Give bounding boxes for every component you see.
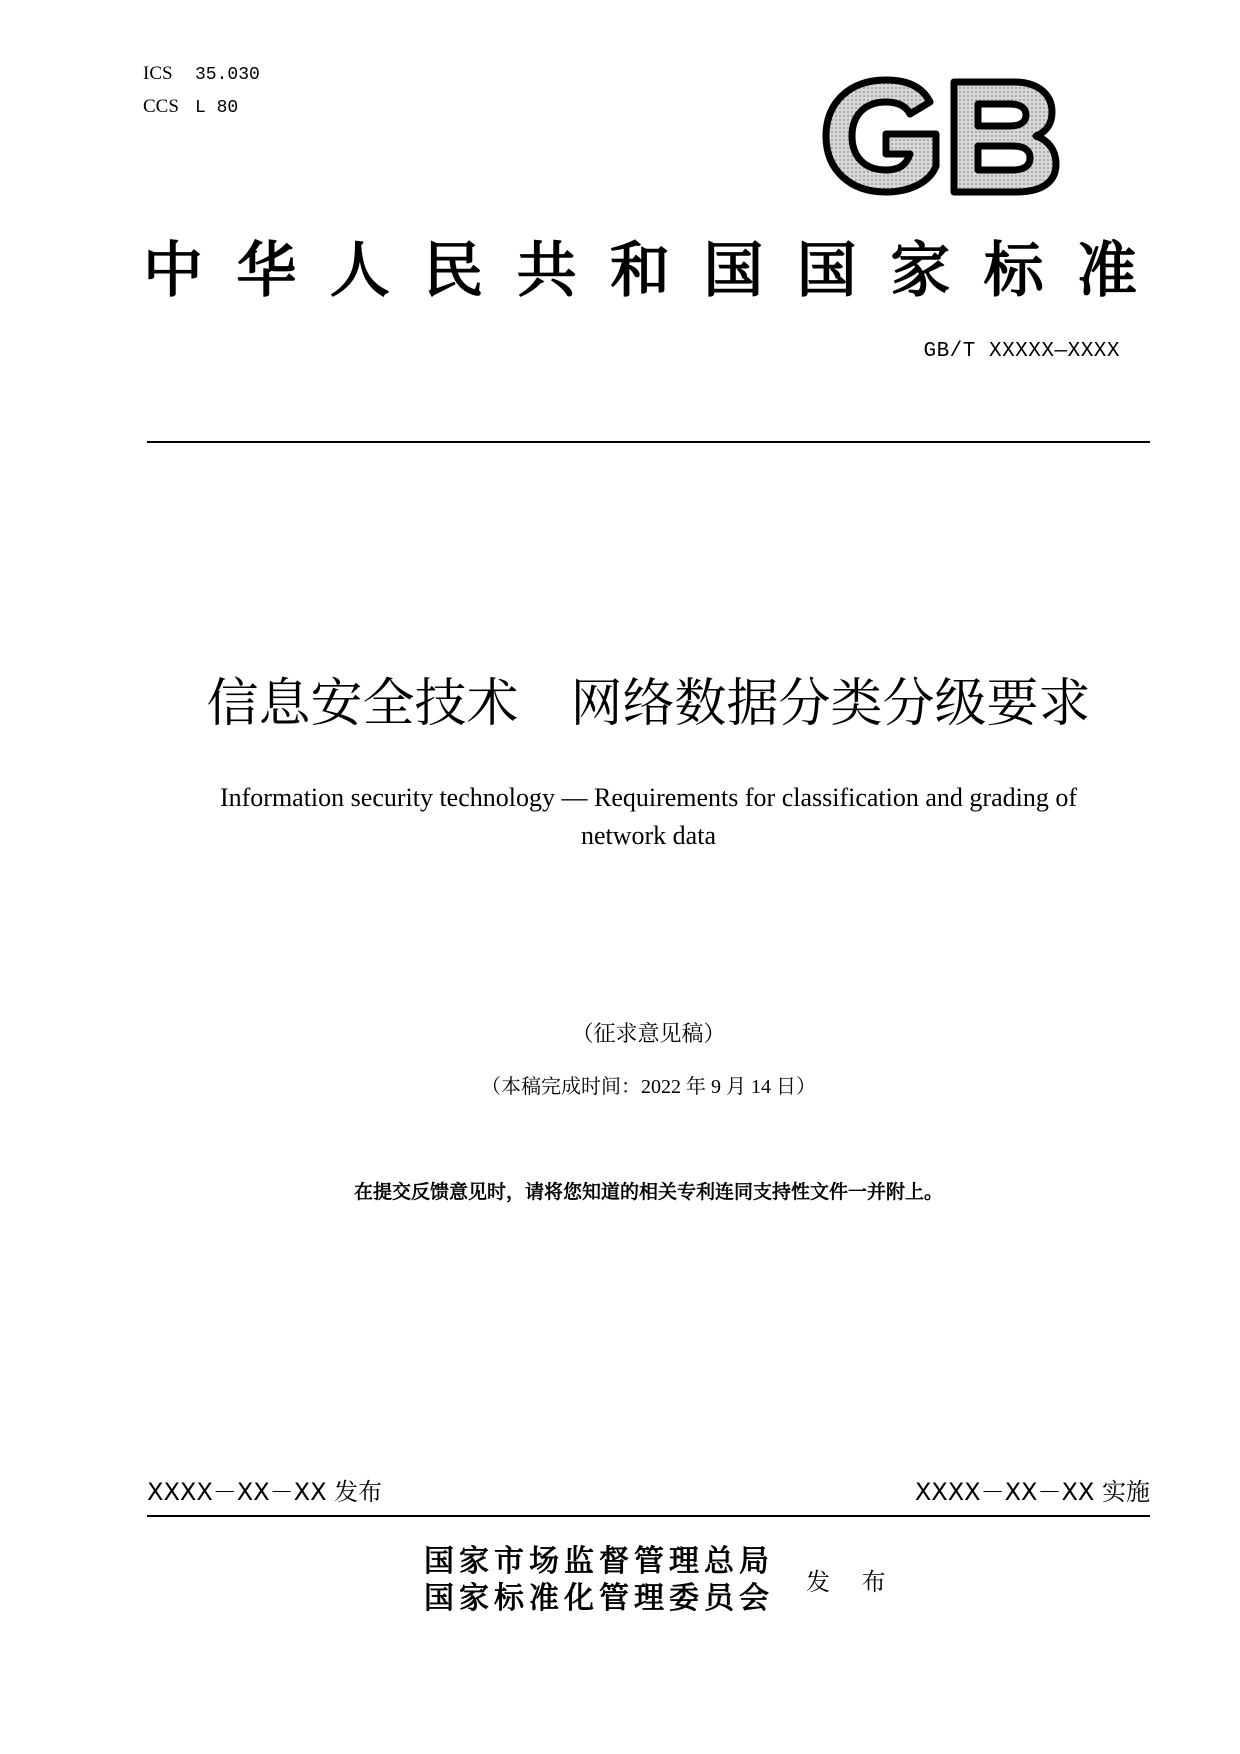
national-standard-title: 中华人民共和国国家标准 — [143, 236, 1137, 306]
ics-code-row — [143, 58, 260, 91]
document-title-en-line-2: network data — [580, 821, 716, 850]
draft-completion-date: （本稿完成时间：2022 年 9 月 14 日） — [481, 1076, 816, 1098]
bottom-divider — [147, 1515, 1150, 1517]
publisher-names — [424, 1543, 774, 1617]
ccs-value: L 80 — [195, 98, 239, 118]
document-title-en — [147, 779, 1150, 855]
document-title-en-line-1: Information security technology — Requirements for classification and grading of — [219, 783, 1078, 812]
draft-label: （征求意见稿） — [571, 1022, 726, 1047]
issue-date: XXXX－XX－XX 发布 — [147, 1478, 383, 1506]
ccs-label: CCS — [143, 96, 179, 117]
ics-value: 35.030 — [195, 65, 260, 85]
document-title-zh: 信息安全技术 网络数据分类分级要求 — [206, 674, 1091, 734]
standard-number: GB/T XXXXX—XXXX — [923, 340, 1120, 363]
patent-notice: 在提交反馈意见时，请将您知道的相关专利连同支持性文件一并附上。 — [353, 1181, 943, 1203]
gb-logo-icon — [818, 74, 1060, 198]
ccs-code-row — [143, 91, 260, 124]
publisher-sac: 国家标准化管理委员会 — [424, 1581, 774, 1616]
classification-codes — [143, 58, 260, 124]
ics-label: ICS — [143, 63, 173, 84]
top-divider — [147, 441, 1150, 443]
publisher-samr: 国家市场监督管理总局 — [424, 1544, 774, 1579]
publish-label: 发 布 — [806, 1568, 898, 1596]
implementation-date: XXXX－XX－XX 实施 — [914, 1478, 1150, 1506]
